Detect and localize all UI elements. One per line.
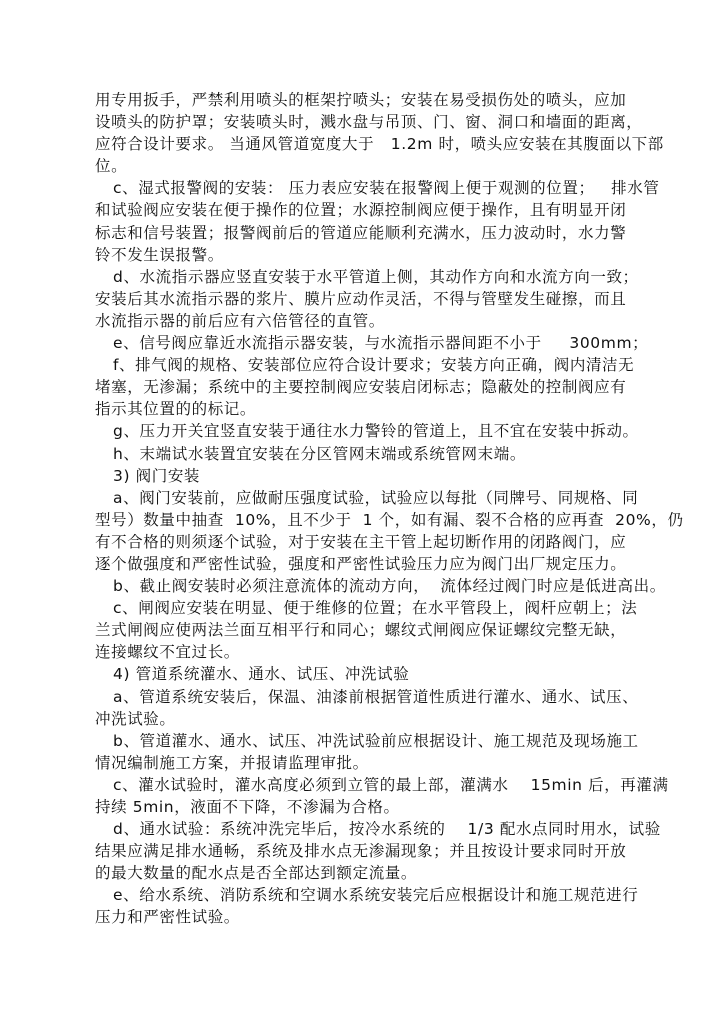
text-line: 压力和严密性试验。 — [95, 908, 240, 927]
text-line: 兰式闸阀应使两法兰面互相平行和同心；螺纹式闸阀应保证螺纹完整无缺， — [95, 621, 627, 640]
text-line: e、给水系统、消防系统和空调水系统安装完后应根据设计和施工规范进行 — [113, 886, 639, 905]
text-line: 安装后其水流指示器的浆片、膜片应动作灵活，不得与管壁发生碰擦，而且 — [95, 289, 627, 308]
section-heading: 4) 管道系统灌水、通水、试压、冲洗试验 — [113, 665, 410, 684]
text-line: 堵塞，无渗漏；系统中的主要控制阀应安装启闭标志；隐蔽处的控制阀应有 — [95, 378, 627, 397]
text-line: f、排气阀的规格、安装部位应符合设计要求；安装方向正确，阀内清洁无 — [113, 356, 635, 375]
section-heading: 3) 阀门安装 — [113, 466, 201, 485]
text-line: 设喷头的防护罩；安装喷头时，溅水盘与吊顶、门、窗、洞口和墙面的距离， — [95, 113, 643, 132]
text-line: 应符合设计要求。 当通风管道宽度大于 1.2m 时，喷头应安装在其腹面以下部 — [95, 135, 664, 154]
text-line: 位。 — [95, 157, 128, 176]
text-line: 指示其位置的的标记。 — [95, 400, 257, 419]
text-line: 情况编制施工方案，并报请监理审批。 — [95, 753, 369, 772]
text-line: 持续 5min，液面不下降，不渗漏为合格。 — [95, 798, 400, 816]
text-line: 标志和信号装置；报警阀前后的管道应能顺利充满水，压力波动时，水力警 — [95, 223, 627, 242]
text-line: c、灌水试验时，灌水高度必须到立管的最上部，灌满水 15min 后，再灌满 — [113, 775, 669, 794]
text-line: 连接螺纹不宜过长。 — [95, 643, 240, 662]
text-line: 用专用扳手，严禁利用喷头的框架拧喷头；安装在易受损伤处的喷头，应加 — [95, 91, 627, 109]
text-line: 水流指示器的前后应有六倍管径的直管。 — [95, 311, 385, 330]
text-line: 和试验阀应安装在便于操作的位置；水源控制阀应便于操作，且有明显开闭 — [95, 201, 627, 220]
text-line: 冲洗试验。 — [95, 709, 176, 728]
text-line: a、管道系统安装后，保温、油漆前根据管道性质进行灌水、通水、试压、 — [113, 687, 639, 706]
text-line: 的最大数量的配水点是否全部达到额定流量。 — [95, 864, 418, 883]
text-line: 逐个做强度和严密性试验，强度和严密性试验压力应为阀门出厂规定压力。 — [95, 554, 627, 573]
text-line: g、压力开关宜竖直安装于通往水力警铃的管道上，且不宜在安装中拆动。 — [113, 422, 639, 441]
document-body — [95, 89, 695, 929]
text-line: c、湿式报警阀的安装： 压力表应安装在报警阀上便于观测的位置； 排水管 — [113, 179, 660, 198]
text-line: d、水流指示器应竖直安装于水平管道上侧，其动作方向和水流方向一致； — [113, 267, 639, 286]
text-line: c、闸阀应安装在明显、便于维修的位置；在水平管段上，阀杆应朝上；法 — [113, 599, 638, 618]
text-line: a、阀门安装前，应做耐压强度试验，试验应以每批（同牌号、同规格、同 — [113, 488, 639, 507]
text-line: e、信号阀应靠近水流指示器安装，与水流指示器间距不小于 300mm； — [113, 334, 649, 353]
text-line: 型号）数量中抽查 10%，且不少于 1 个，如有漏、裂不合格的应再查 20%，仍 — [95, 510, 684, 529]
text-line: 结果应满足排水通畅，系统及排水点无渗漏现象；并且按设计要求同时开放 — [95, 842, 627, 861]
text-line: 铃不发生误报警。 — [95, 245, 224, 264]
text-line: d、通水试验：系统冲洗完毕后，按冷水系统的 1/3 配水点同时用水，试验 — [113, 820, 661, 839]
text-line: 有不合格的则须逐个试验，对于安装在主干管上起切断作用的闭路阀门，应 — [95, 532, 627, 551]
text-line: b、管道灌水、通水、试压、冲洗试验前应根据设计、施工规范及现场施工 — [113, 731, 639, 750]
text-line: h、末端试水装置宜安装在分区管网末端或系统管网末端。 — [113, 444, 526, 463]
text-line: b、截止阀安装时必须注意流体的流动方向， 流体经过阀门时应是低进高出。 — [113, 577, 666, 596]
